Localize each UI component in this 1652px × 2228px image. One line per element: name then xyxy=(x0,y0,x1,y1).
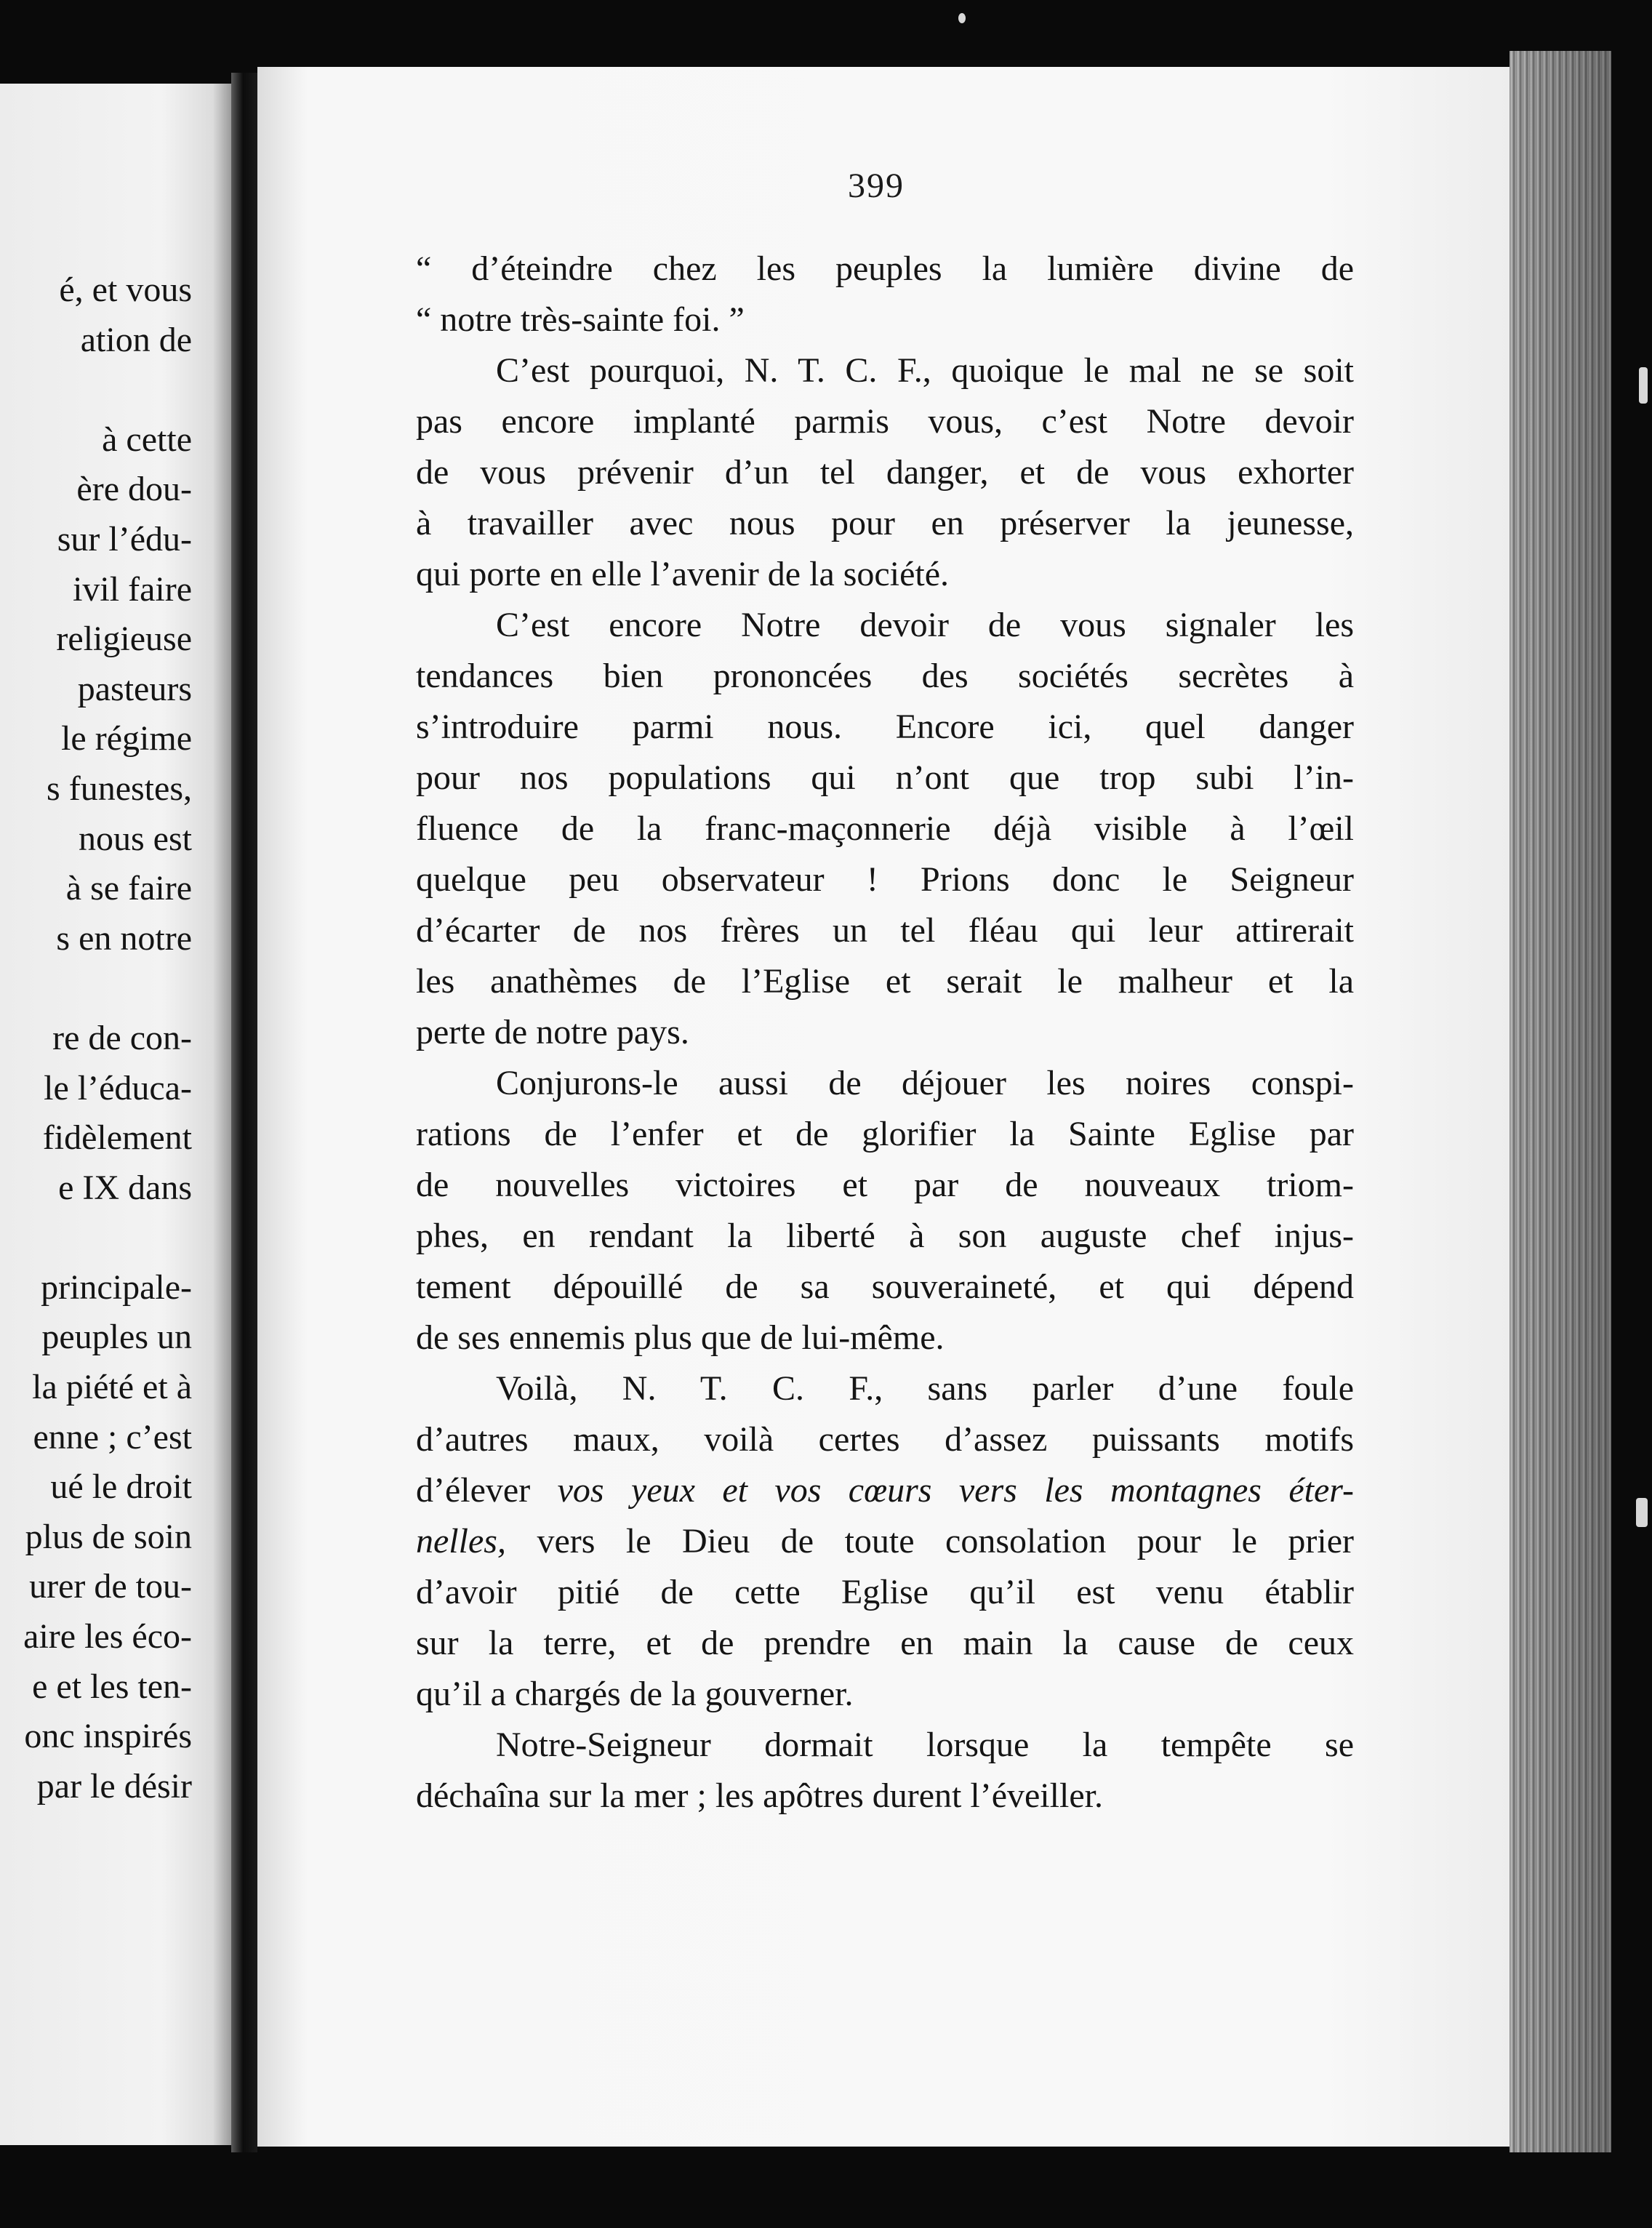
text-line xyxy=(416,651,1354,702)
text-line-content: tement dépouillé de sa souveraineté, et qui dépend xyxy=(416,1267,1354,1306)
text-line xyxy=(416,1516,1354,1567)
text-line xyxy=(416,1160,1354,1211)
text-line xyxy=(416,1058,1354,1109)
text-line xyxy=(416,854,1354,905)
text-line-content: qu’il a chargés de la gouverner. xyxy=(416,1675,854,1713)
previous-page-line xyxy=(23,1213,192,1263)
text-line-content: “ d’éteindre chez les peuples la lumière divine de xyxy=(416,249,1354,288)
text-line xyxy=(416,702,1354,753)
previous-page-line: principale- xyxy=(41,1267,192,1307)
previous-page-line: re de con- xyxy=(52,1018,192,1057)
text-line-content: pour nos populations qui n’ont que trop subi l’in- xyxy=(416,758,1354,797)
previous-page-line: ation de xyxy=(80,320,192,359)
previous-page-line: à se faire xyxy=(65,869,192,908)
text-line-content: de ses ennemis plus que de lui-même. xyxy=(416,1318,945,1357)
scan-speck xyxy=(1639,367,1648,404)
text-line xyxy=(416,1567,1354,1618)
previous-page-line: é, et vous xyxy=(59,271,192,309)
text-line-content: les anathèmes de l’Eglise et serait le malheur et la xyxy=(416,962,1354,1001)
text-line xyxy=(416,1007,1354,1058)
previous-page-line: le l’éduca- xyxy=(44,1068,192,1107)
italic-fragment: nelles, xyxy=(416,1522,506,1560)
text-line xyxy=(416,447,1354,498)
scan-speck xyxy=(958,13,966,23)
text-line xyxy=(416,905,1354,956)
previous-page-line: ivil faire xyxy=(73,569,192,609)
previous-page-line: urer de tou- xyxy=(29,1567,192,1606)
text-line-content: de nouvelles victoires et par de nouveaux triom- xyxy=(416,1166,1354,1204)
text-line xyxy=(416,244,1354,294)
fore-edge-shadow xyxy=(1509,51,1611,2152)
text-line-content: pas encore implanté parmis vous, c’est Notre devoir xyxy=(416,402,1354,441)
text-line-content: Conjurons-le aussi de déjouer les noires conspi- xyxy=(496,1064,1354,1102)
text-line-content: sur la terre, et de prendre en main la cause de ceux xyxy=(416,1624,1354,1662)
text-line-content: tendances bien prononcées des sociétés secrètes à xyxy=(416,657,1354,695)
previous-page-line: e IX dans xyxy=(58,1168,192,1207)
text-line xyxy=(416,1414,1354,1465)
text-line-content: qui porte en elle l’avenir de la société. xyxy=(416,555,950,593)
previous-page-line: religieuse xyxy=(56,620,192,659)
text-line xyxy=(416,1211,1354,1262)
text-line-content: fluence de la franc-maçonnerie déjà visible à l’œil xyxy=(416,809,1354,848)
text-line-content: à travailler avec nous pour en préserver la jeunesse, xyxy=(416,504,1354,542)
previous-page-line xyxy=(23,365,192,415)
text-line xyxy=(416,1618,1354,1669)
text-line xyxy=(416,1720,1354,1771)
text-line-content: d’élever xyxy=(416,1471,531,1510)
text-line-content: perte de notre pays. xyxy=(416,1013,689,1051)
text-line-content: phes, en rendant la liberté à son auguste chef injus- xyxy=(416,1217,1354,1255)
text-line xyxy=(416,345,1354,396)
scan-speck xyxy=(1636,1498,1648,1527)
text-line xyxy=(416,1465,1354,1516)
text-line-content: d’autres maux, voilà certes d’assez puissants motifs xyxy=(416,1420,1354,1459)
previous-page-line: la piété et à xyxy=(32,1368,192,1407)
previous-page-line: fidèlement xyxy=(42,1118,192,1158)
text-line-content: d’écarter de nos frères un tel fléau qui leur attirerait xyxy=(416,911,1354,950)
text-line xyxy=(416,1669,1354,1720)
previous-page-line: pasteurs xyxy=(77,669,192,708)
text-line xyxy=(416,753,1354,804)
text-line-content: vers le Dieu de toute consolation pour le prier xyxy=(537,1522,1354,1560)
text-line xyxy=(416,1363,1354,1414)
text-line-content: de vous prévenir d’un tel danger, et de vous exhorter xyxy=(416,453,1354,492)
previous-page-line: s en notre xyxy=(56,918,192,958)
previous-page-line: ère dou- xyxy=(76,470,192,509)
text-line xyxy=(416,804,1354,854)
text-line-content: C’est encore Notre devoir de vous signaler les xyxy=(496,606,1354,644)
text-line-content: Notre-Seigneur dormait lorsque la tempête se xyxy=(496,1726,1354,1764)
previous-page-text xyxy=(23,265,192,1811)
previous-page-line: ué le droit xyxy=(50,1467,192,1507)
text-line-content: “ notre très-sainte foi. ” xyxy=(416,300,745,339)
previous-page-line: peuples un xyxy=(41,1318,192,1357)
text-line xyxy=(416,956,1354,1007)
previous-page xyxy=(0,84,231,2145)
previous-page-line: à cette xyxy=(102,420,192,459)
previous-page-line: enne ; c’est xyxy=(33,1417,192,1456)
text-line xyxy=(416,549,1354,600)
text-line-content: s’introduire parmi nous. Encore ici, quel danger xyxy=(416,708,1354,746)
text-line-content: C’est pourquoi, N. T. C. F., quoique le mal ne se soit xyxy=(496,351,1354,390)
previous-page-line: plus de soin xyxy=(25,1517,192,1556)
previous-page-line: aire les éco- xyxy=(23,1617,192,1656)
text-line-content: rations de l’enfer et de glorifier la Sainte Eglise par xyxy=(416,1115,1354,1153)
text-line xyxy=(416,1313,1354,1363)
text-line-content: déchaîna sur la mer ; les apôtres durent l’éveiller. xyxy=(416,1776,1103,1815)
italic-fragment: vos yeux et vos cœurs vers les montagnes éter- xyxy=(557,1471,1354,1510)
text-line xyxy=(416,1771,1354,1822)
page-number: 399 xyxy=(848,167,905,205)
previous-page-line: le régime xyxy=(61,719,192,758)
page-body-text xyxy=(416,244,1354,1822)
text-line xyxy=(416,498,1354,549)
text-line-content: quelque peu observateur ! Prions donc le Seigneur xyxy=(416,860,1354,899)
text-line xyxy=(416,294,1354,345)
previous-page-line: nous est xyxy=(79,819,192,858)
previous-page-line: onc inspirés xyxy=(24,1717,192,1756)
text-line-content: Voilà, N. T. C. F., sans parler d’une foule xyxy=(496,1369,1354,1408)
text-line xyxy=(416,396,1354,447)
previous-page-line: sur l’édu- xyxy=(57,519,192,558)
text-line xyxy=(416,1109,1354,1160)
text-line xyxy=(416,1262,1354,1313)
book-gutter xyxy=(231,73,257,2152)
previous-page-line: s funestes, xyxy=(47,769,192,808)
previous-page-line: par le désir xyxy=(36,1766,192,1806)
text-line xyxy=(416,600,1354,651)
previous-page-line: e et les ten- xyxy=(32,1667,192,1706)
previous-page-line xyxy=(23,963,192,1014)
text-line-content: d’avoir pitié de cette Eglise qu’il est venu établir xyxy=(416,1573,1354,1611)
